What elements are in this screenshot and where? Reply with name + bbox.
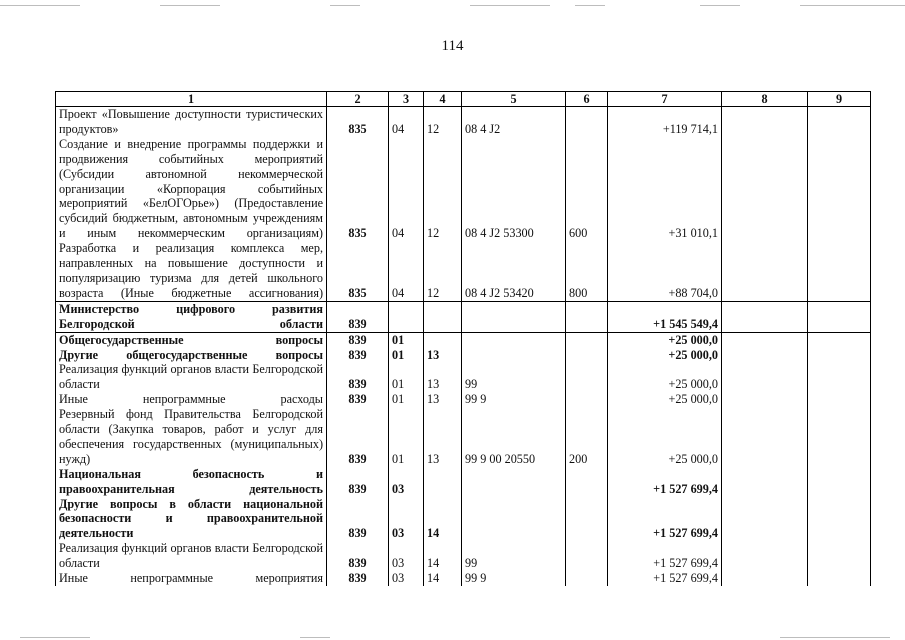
cell-c8 [722, 467, 808, 497]
row-description: Иные непрограммные мероприятия [56, 571, 327, 586]
cell-c9 [808, 497, 871, 542]
cell-c9 [808, 571, 871, 586]
cell-c9 [808, 107, 871, 137]
cell-c6 [566, 348, 608, 363]
scan-edge-top [330, 5, 360, 6]
cell-c3: 04 [389, 241, 424, 301]
cell-c4: 13 [424, 362, 462, 392]
cell-c9 [808, 541, 871, 571]
table-row [56, 467, 871, 497]
cell-c8 [722, 571, 808, 586]
cell-c2: 839 [327, 301, 389, 332]
cell-c3 [389, 301, 424, 332]
cell-c7: +119 714,1 [608, 107, 722, 137]
header-cell: 3 [389, 92, 424, 107]
cell-c9 [808, 362, 871, 392]
cell-c5 [462, 348, 566, 363]
cell-c6: 800 [566, 241, 608, 301]
cell-c5: 08 4 J2 [462, 107, 566, 137]
table-row [56, 332, 871, 347]
cell-c4: 13 [424, 392, 462, 407]
header-cell: 4 [424, 92, 462, 107]
cell-c2: 839 [327, 571, 389, 586]
cell-c5: 08 4 J2 53300 [462, 137, 566, 241]
cell-c9 [808, 301, 871, 332]
table-row [56, 241, 871, 301]
cell-c9 [808, 348, 871, 363]
cell-c2: 839 [327, 392, 389, 407]
cell-c6 [566, 392, 608, 407]
cell-c4: 13 [424, 348, 462, 363]
header-cell: 7 [608, 92, 722, 107]
cell-c3: 01 [389, 362, 424, 392]
cell-c7: +25 000,0 [608, 362, 722, 392]
cell-c8 [722, 137, 808, 241]
cell-c4 [424, 467, 462, 497]
cell-c8 [722, 407, 808, 467]
cell-c4 [424, 332, 462, 347]
cell-c7: +31 010,1 [608, 137, 722, 241]
table-row [56, 541, 871, 571]
table-header-row [56, 92, 871, 107]
cell-c7: +25 000,0 [608, 332, 722, 347]
cell-c7: +88 704,0 [608, 241, 722, 301]
cell-c4: 12 [424, 137, 462, 241]
cell-c3: 04 [389, 107, 424, 137]
cell-c4: 12 [424, 107, 462, 137]
cell-c8 [722, 301, 808, 332]
cell-c8 [722, 541, 808, 571]
cell-c5: 99 [462, 362, 566, 392]
row-description: Реализация функций органов власти Белгородской области [56, 541, 327, 571]
header-cell: 9 [808, 92, 871, 107]
cell-c8 [722, 332, 808, 347]
header-cell: 2 [327, 92, 389, 107]
cell-c5 [462, 497, 566, 542]
scan-edge-top [0, 5, 80, 6]
cell-c6 [566, 107, 608, 137]
cell-c7: +1 527 699,4 [608, 571, 722, 586]
cell-c4: 13 [424, 407, 462, 467]
cell-c3: 01 [389, 332, 424, 347]
cell-c2: 839 [327, 332, 389, 347]
cell-c2: 835 [327, 137, 389, 241]
row-description: Общегосударственные вопросы [56, 332, 327, 347]
cell-c7: +25 000,0 [608, 407, 722, 467]
table-row [56, 348, 871, 363]
cell-c2: 839 [327, 541, 389, 571]
table-body [56, 107, 871, 587]
header-cell: 1 [56, 92, 327, 107]
cell-c5 [462, 467, 566, 497]
cell-c3: 03 [389, 497, 424, 542]
cell-c3: 03 [389, 467, 424, 497]
cell-c3: 01 [389, 407, 424, 467]
row-description: Разработка и реализация комплекса мер, направленных на повышение доступности и популяризацию туризма для детей школьного возраста (Иные бюджетные ассигнования) [56, 241, 327, 301]
cell-c2: 835 [327, 107, 389, 137]
cell-c5: 08 4 J2 53420 [462, 241, 566, 301]
header-cell: 6 [566, 92, 608, 107]
cell-c6 [566, 362, 608, 392]
cell-c9 [808, 407, 871, 467]
table-row [56, 571, 871, 586]
cell-c8 [722, 241, 808, 301]
table-row [56, 362, 871, 392]
cell-c4: 14 [424, 497, 462, 542]
row-description: Иные непрограммные расходы [56, 392, 327, 407]
cell-c2: 839 [327, 467, 389, 497]
cell-c6 [566, 541, 608, 571]
cell-c4: 14 [424, 571, 462, 586]
cell-c9 [808, 467, 871, 497]
budget-table [55, 91, 871, 586]
cell-c2: 839 [327, 497, 389, 542]
scan-edge-top [575, 5, 605, 6]
page-number: 114 [441, 38, 464, 54]
cell-c4: 14 [424, 541, 462, 571]
cell-c5: 99 9 00 20550 [462, 407, 566, 467]
cell-c8 [722, 392, 808, 407]
cell-c7: +25 000,0 [608, 392, 722, 407]
cell-c4: 12 [424, 241, 462, 301]
cell-c6 [566, 467, 608, 497]
table-row [56, 107, 871, 137]
cell-c9 [808, 241, 871, 301]
table-row [56, 497, 871, 542]
row-description: Создание и внедрение программы поддержки и продвижения событийных мероприятий (Субсидии автономной некоммерческой организации «Корпорация событийных мероприятий «БелОГОрье») (Предоставление субсидий бюджетным, автономным учреждениям и иным некоммерческим организациям) [56, 137, 327, 241]
scan-edge-top [800, 5, 905, 6]
cell-c8 [722, 107, 808, 137]
cell-c6: 600 [566, 137, 608, 241]
cell-c4 [424, 301, 462, 332]
cell-c3: 03 [389, 571, 424, 586]
cell-c2: 839 [327, 407, 389, 467]
table-row [56, 137, 871, 241]
cell-c8 [722, 348, 808, 363]
cell-c8 [722, 497, 808, 542]
cell-c9 [808, 332, 871, 347]
cell-c2: 835 [327, 241, 389, 301]
cell-c6 [566, 571, 608, 586]
cell-c9 [808, 392, 871, 407]
cell-c5 [462, 301, 566, 332]
cell-c7: +1 527 699,4 [608, 497, 722, 542]
cell-c5: 99 [462, 541, 566, 571]
row-description: Другие общегосударственные вопросы [56, 348, 327, 363]
row-description: Другие вопросы в области национальной безопасности и правоохранительной деятельности [56, 497, 327, 542]
scan-edge-bottom [780, 637, 890, 638]
cell-c5: 99 9 [462, 571, 566, 586]
row-description: Национальная безопасность и правоохранительная деятельность [56, 467, 327, 497]
cell-c6: 200 [566, 407, 608, 467]
cell-c7: +1 527 699,4 [608, 467, 722, 497]
cell-c5 [462, 332, 566, 347]
header-cell: 5 [462, 92, 566, 107]
cell-c2: 839 [327, 348, 389, 363]
header-cell: 8 [722, 92, 808, 107]
cell-c6 [566, 497, 608, 542]
cell-c7: +1 527 699,4 [608, 541, 722, 571]
cell-c3: 03 [389, 541, 424, 571]
row-description: Резервный фонд Правительства Белгородской области (Закупка товаров, работ и услуг для обеспечения государственных (муниципальных) нужд) [56, 407, 327, 467]
scan-edge-bottom [20, 637, 90, 638]
row-description: Проект «Повышение доступности туристических продуктов» [56, 107, 327, 137]
scan-edge-top [470, 5, 550, 6]
cell-c2: 839 [327, 362, 389, 392]
cell-c8 [722, 362, 808, 392]
cell-c7: +1 545 549,4 [608, 301, 722, 332]
row-description: Реализация функций органов власти Белгородской области [56, 362, 327, 392]
cell-c6 [566, 301, 608, 332]
cell-c5: 99 9 [462, 392, 566, 407]
cell-c3: 01 [389, 348, 424, 363]
cell-c3: 01 [389, 392, 424, 407]
cell-c7: +25 000,0 [608, 348, 722, 363]
cell-c3: 04 [389, 137, 424, 241]
table-row [56, 407, 871, 467]
row-description: Министерство цифрового развития Белгородской области [56, 301, 327, 332]
table-row [56, 392, 871, 407]
cell-c9 [808, 137, 871, 241]
scan-edge-top [700, 5, 740, 6]
table-row [56, 301, 871, 332]
scan-edge-bottom [300, 637, 330, 638]
scan-edge-top [160, 5, 220, 6]
cell-c6 [566, 332, 608, 347]
